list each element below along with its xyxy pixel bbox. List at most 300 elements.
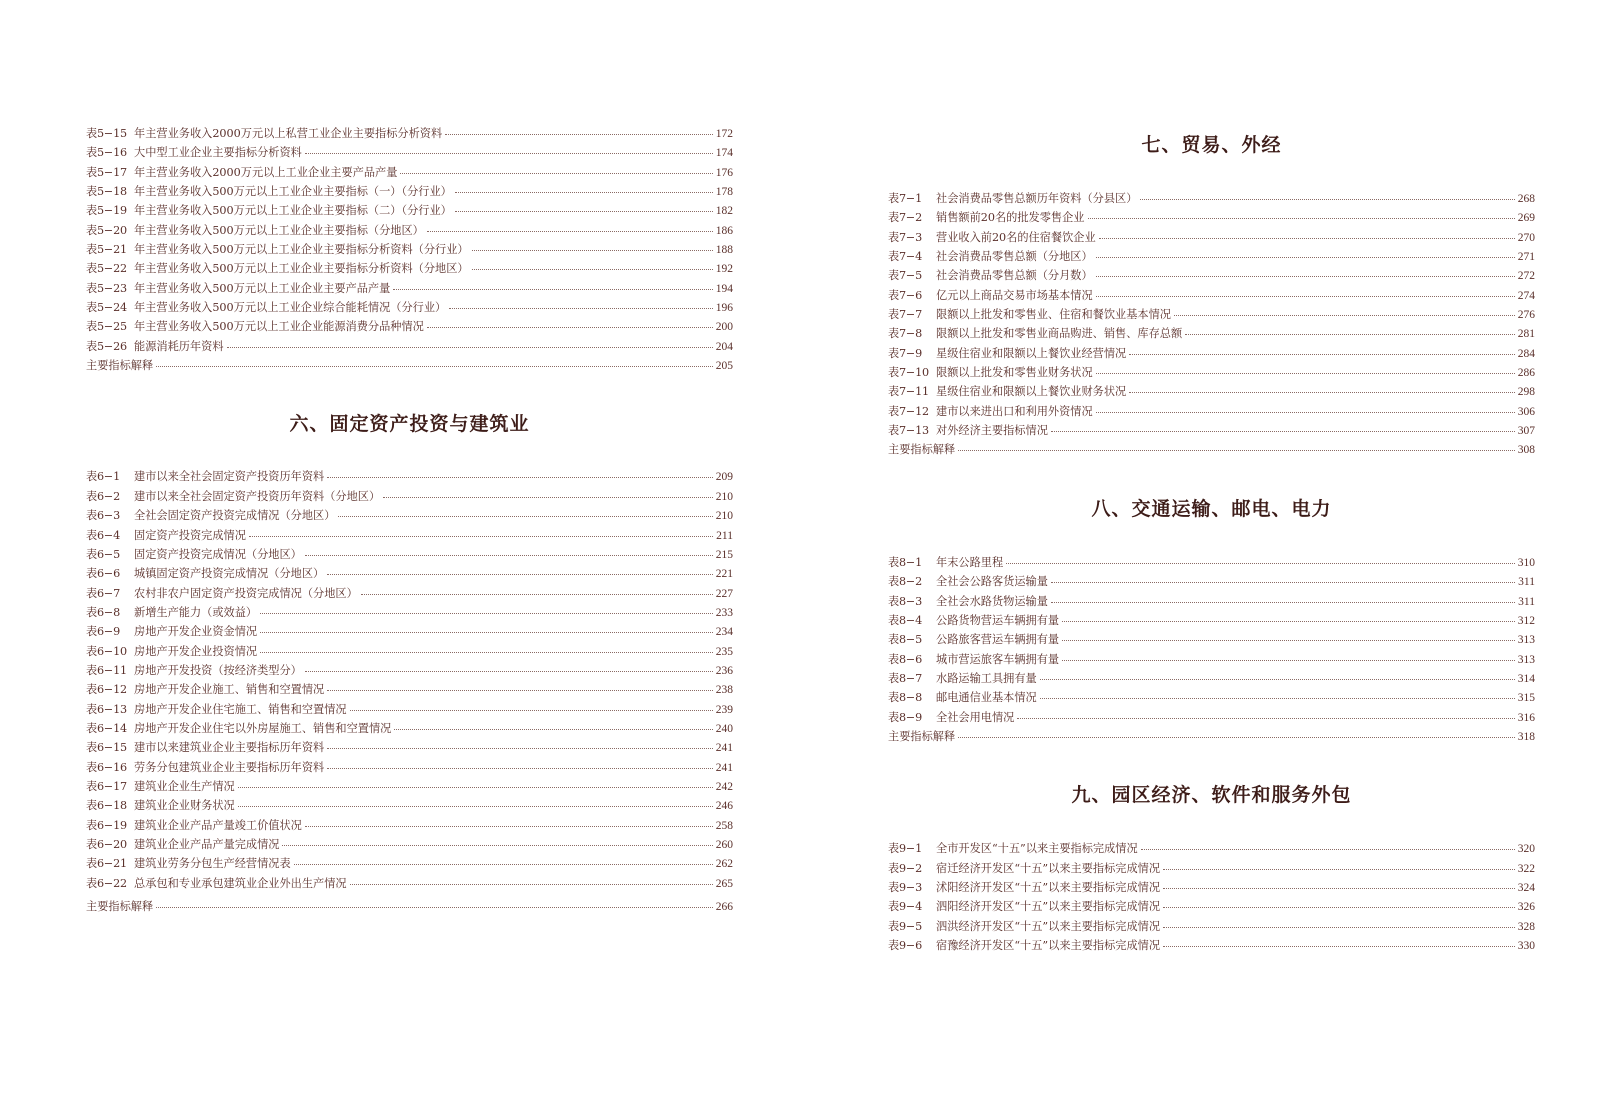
toc-leader-dots [1163,887,1515,889]
toc-title: 社会消费品零售总额历年资料（分县区） [936,192,1138,205]
toc-table-number: 表6−1 [86,470,120,484]
toc-list-section-6 [86,467,733,893]
toc-table-number: 表6−13 [86,702,127,716]
toc-page-number: 314 [1517,672,1535,685]
toc-row[interactable] [86,487,733,506]
toc-page-number: 313 [1517,634,1535,647]
toc-leader-dots [472,268,713,270]
toc-table-number: 表5−20 [86,223,127,237]
toc-leader-dots [350,709,713,711]
toc-row[interactable] [86,758,733,777]
toc-row[interactable] [888,440,1535,459]
toc-leader-dots [1096,256,1515,258]
toc-row[interactable] [86,201,733,220]
section-6-title: 六、固定资产投资与建筑业 [289,413,530,436]
toc-title: 全社会水路货物运输量 [936,594,1048,608]
toc-page-number: 233 [715,606,733,619]
toc-table-number: 表7−2 [888,211,922,225]
toc-title: 劳务分包建筑业企业主要指标历年资料 [134,760,325,774]
toc-leader-dots [1062,639,1515,641]
toc-title: 建筑业企业财务状况 [134,799,235,813]
toc-row[interactable] [86,816,733,835]
toc-title: 建筑业企业生产情况 [134,779,235,793]
toc-table-number: 表5−22 [86,262,127,276]
toc-title: 主要指标解释 [86,900,154,914]
toc-title: 总承包和专业承包建筑业企业外出生产情况 [134,876,347,890]
toc-leader-dots [294,863,713,865]
toc-table-number: 表6−18 [86,799,127,813]
toc-title: 房地产开发企业施工、销售和空置情况 [134,683,325,697]
toc-row[interactable] [888,402,1535,421]
toc-row[interactable] [86,356,733,375]
toc-table-number: 表8−7 [888,671,922,685]
toc-page-number: 196 [715,302,733,315]
toc-table-number: 表8−9 [888,710,922,724]
toc-page-number: 205 [715,360,733,373]
toc-table-number: 表5−26 [86,339,127,353]
toc-leader-dots [383,496,713,498]
toc-row[interactable] [888,611,1535,630]
toc-leader-dots [1174,314,1515,316]
toc-title: 建市以来建筑业企业主要指标历年资料 [134,741,325,755]
toc-row[interactable] [888,669,1535,688]
toc-page-number: 326 [1517,901,1535,914]
toc-table-number: 表7−4 [888,250,922,264]
toc-page-number: 174 [715,147,733,160]
toc-table-number: 表6−20 [86,838,127,851]
toc-row[interactable] [86,467,733,486]
toc-title: 年主营业务收入500万元以上工业企业能源消费分品种情况 [134,320,424,334]
toc-title: 房地产开发企业资金情况 [134,625,258,639]
toc-table-number: 表9−2 [888,861,922,875]
toc-page-number: 307 [1517,425,1535,438]
toc-leader-dots [958,736,1515,738]
toc-leader-dots [1051,601,1515,603]
toc-title: 限额以上批发和零售业财务状况 [936,366,1093,380]
toc-table-number: 表5−24 [86,301,127,315]
toc-table-number: 表6−17 [86,779,127,793]
toc-row[interactable] [86,680,733,699]
toc-leader-dots [156,906,713,908]
toc-leader-dots [1096,372,1515,374]
toc-leader-dots [1096,275,1515,277]
toc-leader-dots [260,612,713,614]
toc-table-number: 表5−15 [86,127,127,140]
toc-table-number: 表8−4 [888,613,922,627]
toc-row[interactable] [888,917,1535,936]
toc-page-number: 324 [1517,881,1535,894]
toc-page-number: 200 [715,321,733,334]
toc-table-number: 表7−6 [888,288,922,302]
toc-table-number: 表5−25 [86,320,127,334]
toc-page-number: 281 [1517,328,1535,341]
toc-table-number: 表6−4 [86,528,120,542]
toc-title: 主要指标解释 [888,729,956,743]
toc-row[interactable] [86,854,733,873]
toc-title: 房地产开发企业住宅以外房屋施工、销售和空置情况 [134,721,392,735]
toc-leader-dots [327,573,713,575]
toc-title: 年末公路里程 [936,555,1004,569]
toc-page-number: 241 [715,761,733,774]
toc-leader-dots [1099,237,1515,239]
toc-title: 城镇固定资产投资完成情况（分地区） [134,567,325,581]
toc-leader-dots [361,593,713,595]
toc-table-number: 表6−5 [86,547,120,561]
toc-leader-dots [327,476,713,478]
toc-table-number: 表7−7 [888,308,922,322]
toc-page-number: 242 [715,780,733,793]
toc-page-number: 322 [1517,862,1535,875]
toc-page-number: 310 [1517,556,1535,569]
toc-page-number: 268 [1517,193,1535,205]
toc-row[interactable] [86,777,733,796]
toc-title: 年主营业务收入500万元以上工业企业主要产品产量 [134,281,391,295]
toc-leader-dots [305,825,713,827]
toc-row[interactable] [888,592,1535,611]
toc-title: 限额以上批发和零售业商品购进、销售、库存总额 [936,327,1183,341]
toc-title: 年主营业务收入500万元以上工业企业主要指标分析资料（分地区） [134,262,469,276]
toc-row[interactable] [86,279,733,298]
toc-row[interactable] [86,240,733,259]
toc-row[interactable] [888,727,1535,746]
toc-row[interactable] [888,305,1535,324]
toc-row[interactable] [86,564,733,583]
toc-title: 房地产开发投资（按经济类型分） [134,663,302,677]
toc-row[interactable] [86,738,733,757]
toc-title: 年主营业务收入500万元以上工业企业主要指标（一）（分行业） [134,185,452,199]
toc-leader-dots [305,152,713,154]
toc-title: 全社会公路客货运输量 [936,575,1048,589]
toc-row[interactable] [888,363,1535,382]
toc-title: 营业收入前20名的住宿餐饮企业 [936,230,1096,244]
toc-page-number: 330 [1517,939,1535,952]
toc-title: 固定资产投资完成情况 [134,528,246,542]
toc-table-number: 表8−2 [888,575,922,589]
toc-page-number: 239 [715,703,733,716]
toc-title: 建市以来进出口和利用外资情况 [936,404,1093,418]
toc-row[interactable] [888,650,1535,669]
toc-title: 全社会固定资产投资完成情况（分地区） [134,509,336,523]
toc-title: 能源消耗历年资料 [134,339,224,353]
toc-leader-dots [1163,906,1515,908]
toc-table-number: 表7−3 [888,230,922,244]
toc-page-number: 186 [715,224,733,237]
toc-page-number: 320 [1517,843,1535,856]
toc-title: 建市以来全社会固定资产投资历年资料（分地区） [134,489,381,503]
toc-page-number: 176 [715,166,733,179]
toc-row[interactable] [86,796,733,815]
toc-title: 建筑业劳务分包生产经营情况表 [134,857,291,871]
toc-page-number: 178 [715,186,733,199]
toc-leader-dots [1040,697,1515,699]
toc-title: 全社会用电情况 [936,710,1015,724]
toc-table-number: 表5−21 [86,243,127,257]
toc-title: 社会消费品零售总额（分地区） [936,250,1093,264]
toc-table-number: 表8−1 [888,555,922,569]
toc-title: 农村非农户固定资产投资完成情况（分地区） [134,586,358,600]
toc-title: 年主营业务收入2000万元以上私营工业企业主要指标分析资料 [134,127,443,140]
toc-page-number: 311 [1518,576,1535,589]
toc-row[interactable] [888,630,1535,649]
toc-row-indicator-notes[interactable] [86,897,733,916]
toc-page-number: 286 [1517,367,1535,380]
toc-leader-dots [1185,333,1515,335]
toc-row[interactable] [888,859,1535,878]
toc-row[interactable] [86,603,733,622]
toc-page-number: 236 [715,664,733,677]
toc-table-number: 表6−21 [86,857,127,871]
toc-title: 公路旅客营运车辆拥有量 [936,633,1060,647]
toc-table-number: 表7−12 [888,404,929,418]
toc-row[interactable] [888,688,1535,707]
toc-table-number: 表7−13 [888,424,929,438]
toc-title: 限额以上批发和零售业、住宿和餐饮业基本情况 [936,308,1171,322]
toc-title: 沭阳经济开发区“十五”以来主要指标完成情况 [936,880,1161,894]
toc-leader-dots [1096,411,1515,413]
toc-leader-dots [1129,391,1515,393]
toc-leader-dots [445,133,713,135]
toc-page-number: 312 [1517,614,1535,627]
toc-title: 公路货物营运车辆拥有量 [936,613,1060,627]
toc-row[interactable] [888,839,1535,858]
toc-leader-dots [1062,620,1515,622]
toc-row[interactable] [86,642,733,661]
toc-page-number: 204 [715,340,733,353]
toc-table-number: 表8−8 [888,691,922,705]
toc-title: 年主营业务收入2000万元以上工业企业主要产品产量 [134,165,398,179]
toc-leader-dots [1006,562,1515,564]
toc-title: 固定资产投资完成情况（分地区） [134,547,302,561]
toc-row[interactable] [888,382,1535,401]
toc-page-number: 298 [1517,386,1535,399]
toc-table-number: 表6−14 [86,721,127,735]
toc-page-number: 271 [1517,251,1535,264]
toc-leader-dots [427,326,713,328]
toc-title: 亿元以上商品交易市场基本情况 [936,288,1093,302]
toc-row[interactable] [86,221,733,240]
toc-leader-dots [350,883,713,885]
toc-row[interactable] [86,526,733,545]
toc-title: 建市以来全社会固定资产投资历年资料 [134,470,325,484]
toc-row[interactable] [86,163,733,182]
right-page [888,124,1535,955]
toc-table-number: 表6−2 [86,489,120,503]
toc-page-number: 210 [715,490,733,503]
toc-row[interactable] [86,143,733,162]
toc-title: 年主营业务收入500万元以上工业企业主要指标（分地区） [134,223,424,237]
toc-page-number: 318 [1517,730,1535,743]
toc-table-number: 表6−15 [86,741,127,755]
toc-leader-dots [327,689,713,691]
toc-table-number: 表8−3 [888,594,922,608]
toc-leader-dots [1040,678,1515,680]
toc-row[interactable] [888,266,1535,285]
toc-title: 社会消费品零售总额（分月数） [936,269,1093,283]
toc-row[interactable] [888,286,1535,305]
toc-page-number: 227 [715,587,733,600]
toc-row[interactable] [86,661,733,680]
toc-list-section-8 [888,553,1535,746]
toc-title: 建筑业企业产品产量竣工价值状况 [134,818,302,832]
toc-title: 全市开发区“十五”以来主要指标完成情况 [936,842,1138,856]
toc-page-number: 246 [715,800,733,813]
toc-table-number: 表6−10 [86,644,127,658]
toc-leader-dots [227,346,713,348]
toc-row[interactable] [86,545,733,564]
toc-leader-dots [449,307,713,309]
toc-title: 泗洪经济开发区“十五”以来主要指标完成情况 [936,919,1161,933]
toc-row[interactable] [888,228,1535,247]
section-9-title: 九、园区经济、软件和服务外包 [1071,784,1352,807]
toc-table-number: 表5−16 [86,146,127,160]
toc-page-number: 221 [715,568,733,581]
toc-leader-dots [1141,848,1515,850]
section-7-title: 七、贸易、外经 [1141,134,1282,156]
toc-page-number: 234 [715,626,733,639]
toc-row[interactable] [888,189,1535,208]
toc-page-number: 209 [715,471,733,484]
toc-page-number: 182 [715,205,733,218]
toc-table-number: 表9−4 [888,900,922,914]
toc-title: 城市营运旅客车辆拥有量 [936,652,1060,666]
toc-page-number: 276 [1517,309,1535,322]
toc-row[interactable] [86,584,733,603]
toc-table-number: 表6−22 [86,876,127,890]
toc-row[interactable] [86,835,733,854]
toc-leader-dots [400,172,712,174]
toc-leader-dots [1051,430,1515,432]
left-page [86,124,733,916]
toc-list-section-5 [86,124,733,375]
toc-list-section-7 [888,189,1535,460]
toc-leader-dots [282,844,712,846]
toc-row[interactable] [86,259,733,278]
toc-table-number: 表7−1 [888,192,922,205]
toc-leader-dots [393,288,712,290]
toc-title: 房地产开发企业住宅施工、销售和空置情况 [134,702,347,716]
toc-page-number: 284 [1517,347,1535,360]
toc-leader-dots [327,767,713,769]
toc-row[interactable] [86,874,733,893]
toc-page-number: 316 [1517,711,1535,724]
toc-table-number: 表6−7 [86,586,120,600]
toc-table-number: 表8−5 [888,633,922,647]
toc-leader-dots [1017,717,1514,719]
toc-table-number: 表9−5 [888,919,922,933]
toc-leader-dots [1140,198,1514,200]
toc-table-number: 表5−17 [86,165,127,179]
toc-title: 大中型工业企业主要指标分析资料 [134,146,302,160]
toc-table-number: 表9−3 [888,880,922,894]
toc-page-number: 215 [715,548,733,561]
toc-row[interactable] [86,317,733,336]
toc-page-number: 260 [715,839,733,851]
toc-title: 星级住宿业和限额以上餐饮业经营情况 [936,346,1127,360]
toc-leader-dots [1163,868,1515,870]
toc-row[interactable] [86,298,733,317]
toc-row[interactable] [888,324,1535,343]
toc-page-number: 194 [715,282,733,295]
toc-page-number: 328 [1517,920,1535,933]
toc-leader-dots [327,747,713,749]
toc-title: 房地产开发企业投资情况 [134,644,258,658]
toc-table-number: 表5−18 [86,185,127,199]
toc-leader-dots [260,631,713,633]
toc-row[interactable] [86,719,733,738]
toc-table-number: 表6−6 [86,567,120,581]
toc-leader-dots [394,728,712,730]
toc-title: 年主营业务收入500万元以上工业企业综合能耗情况（分行业） [134,301,447,315]
toc-table-number: 表9−1 [888,842,922,856]
toc-title: 建筑业企业产品产量完成情况 [134,838,280,851]
toc-row[interactable] [86,182,733,201]
toc-leader-dots [455,210,713,212]
toc-page-number: 262 [715,858,733,871]
toc-title: 年主营业务收入500万元以上工业企业主要指标（二）（分行业） [134,204,452,218]
toc-table-number: 表6−12 [86,683,127,697]
toc-page-number: 240 [715,722,733,735]
toc-page-number: 315 [1517,692,1535,705]
toc-page-number: 235 [715,645,733,658]
toc-title: 宿迁经济开发区“十五”以来主要指标完成情况 [936,861,1161,875]
toc-row[interactable] [888,247,1535,266]
toc-row[interactable] [888,344,1535,363]
toc-table-number: 表5−23 [86,281,127,295]
toc-row[interactable] [888,421,1535,440]
toc-page-number: 241 [715,742,733,755]
toc-page-number: 274 [1517,289,1535,302]
toc-row[interactable] [888,936,1535,955]
toc-table-number: 表6−16 [86,760,127,774]
toc-leader-dots [249,535,713,537]
toc-leader-dots [305,554,713,556]
toc-title: 邮电通信业基本情况 [936,691,1037,705]
toc-row[interactable] [86,337,733,356]
toc-row[interactable] [888,572,1535,591]
toc-leader-dots [305,670,713,672]
toc-leader-dots [260,651,713,653]
toc-leader-dots [1062,659,1515,661]
toc-row[interactable] [888,553,1535,572]
toc-row[interactable] [86,622,733,641]
toc-page-number: 313 [1517,653,1535,666]
toc-leader-dots [427,230,713,232]
toc-row[interactable] [86,700,733,719]
toc-row[interactable] [86,506,733,525]
toc-title: 对外经济主要指标情况 [936,424,1048,438]
toc-page-number: 272 [1517,270,1535,283]
toc-row[interactable] [888,708,1535,727]
toc-page-number: 210 [715,510,733,523]
toc-table-number: 表6−11 [86,663,127,677]
toc-row[interactable] [888,208,1535,227]
toc-leader-dots [472,249,713,251]
toc-leader-dots [1088,217,1515,219]
toc-row[interactable] [86,124,733,143]
toc-title: 销售额前20名的批发零售企业 [936,211,1085,225]
toc-title: 年主营业务收入500万元以上工业企业主要指标分析资料（分行业） [134,243,469,257]
toc-table-number: 表7−11 [888,385,929,399]
toc-table-number: 表6−3 [86,509,120,523]
toc-table-number: 表6−19 [86,818,127,832]
toc-table-number: 表7−8 [888,327,922,341]
toc-title: 主要指标解释 [888,443,956,457]
toc-page-number: 306 [1517,405,1535,418]
toc-title: 宿豫经济开发区“十五”以来主要指标完成情况 [936,938,1161,952]
toc-row[interactable] [888,878,1535,897]
toc-row[interactable] [888,897,1535,916]
toc-leader-dots [156,365,713,367]
